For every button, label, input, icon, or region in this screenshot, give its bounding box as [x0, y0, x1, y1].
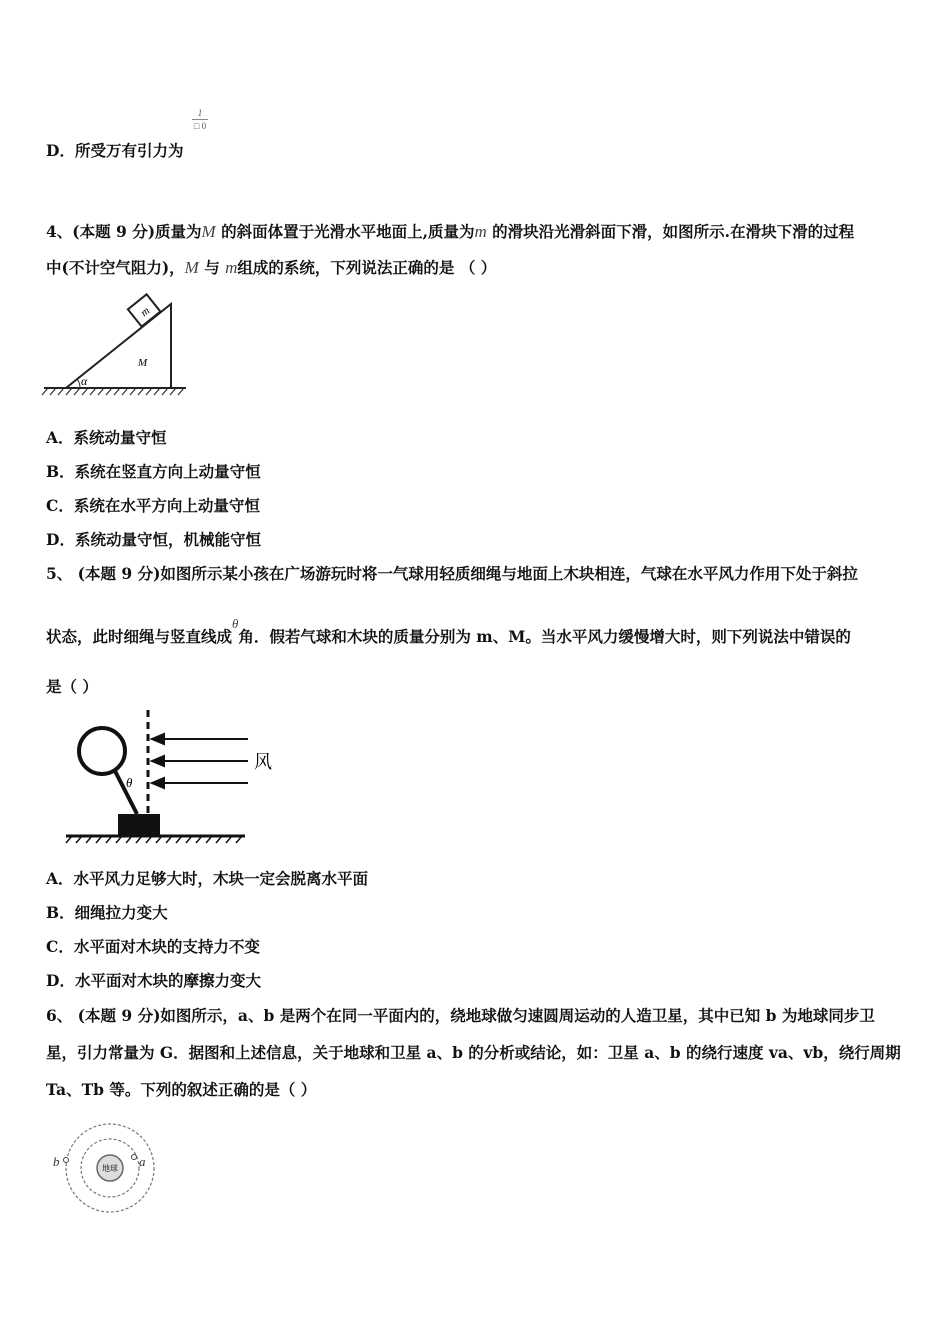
option-text: 水平风力足够大时，木块一定会脱离水平面	[73, 869, 369, 888]
q4-stem-text: 组成的系统，下列说法正确的是 （ ）	[237, 258, 497, 277]
q6-stem-line-2: 星，引力常量为 G．据图和上述信息，关于地球和卫星 a、b 的分析或结论，如：卫星 a、b 的绕行速度 va、vb，绕行周期	[46, 1043, 901, 1062]
option-label: D．	[46, 141, 75, 160]
q3-option-d	[46, 141, 183, 161]
wooden-block	[118, 814, 160, 836]
theta-label: θ	[126, 775, 133, 790]
q6-stem-line-1: 6、 (本题 9 分)如图所示，a、b 是两个在同一平面内的，绕地球做匀速圆周运动的人造卫星，其中已知 b 为地球同步卫	[46, 1006, 875, 1025]
q4-stem-text: 中(不计空气阻力)，	[46, 258, 185, 277]
option-text: 水平面对木块的支持力不变	[73, 937, 260, 956]
q5-stem-text: 角．假若气球和木块的质量分别为 m、M。当水平风力缓慢增大时，则下列说法中错误的	[238, 627, 851, 646]
wind-label: 风	[254, 752, 272, 772]
var-m: m	[474, 222, 487, 241]
q4-stem-text: 的斜面体置于光滑水平地面上,质量为	[215, 222, 475, 241]
angle-arc	[77, 379, 80, 388]
option-label: D．	[46, 530, 75, 549]
option-text: 细绳拉力变大	[74, 903, 168, 922]
q5-option-a	[46, 869, 368, 889]
balloon	[79, 728, 125, 774]
option-text: 系统动量守恒，机械能守恒	[74, 530, 261, 549]
q4-option-d	[46, 530, 261, 550]
q5-option-d	[46, 971, 261, 991]
satellite-figure	[50, 1120, 170, 1220]
block-label: m	[138, 304, 153, 320]
balloon-figure	[60, 702, 280, 852]
option-text: 所受万有引力为	[74, 141, 184, 160]
q5-stem-line-3: 是（ ）	[46, 677, 98, 696]
option-label: B．	[46, 462, 75, 481]
option-text: 水平面对木块的摩擦力变大	[74, 971, 261, 990]
q4-stem-text: 的滑块沿光滑斜面下滑，如图所示.在滑块下滑的过程	[486, 222, 855, 241]
option-label: D．	[46, 971, 75, 990]
option-label: A．	[46, 428, 74, 447]
option-label: C．	[46, 496, 74, 515]
earth-label: 地球	[102, 1164, 118, 1173]
satellite-a-label: a	[139, 1154, 146, 1169]
ground-hatch	[42, 388, 184, 395]
q6-stem-line-3: Ta、Tb 等。下列的叙述正确的是（ ）	[46, 1080, 317, 1099]
satellite-b	[64, 1158, 69, 1163]
q4-stem-line-2	[46, 258, 496, 278]
satellite-b-label: b	[53, 1154, 60, 1169]
option-label: A．	[46, 869, 74, 888]
wind-arrows	[152, 734, 248, 788]
var-M: M	[184, 258, 199, 277]
q5-stem-line-2	[46, 616, 851, 648]
q4-option-b	[46, 462, 261, 482]
q5-option-c	[46, 937, 260, 957]
formula-denominator: □ 0	[193, 121, 207, 131]
q4-stem-text: 与	[198, 258, 226, 277]
q5-stem-line-1: 5、 (本题 9 分)如图所示某小孩在广场游玩时将一气球用轻质细绳与地面上木块相连，气球在水平风力作用下处于斜拉	[46, 564, 858, 583]
angle-alpha-label: α	[81, 374, 88, 388]
var-M: M	[201, 222, 216, 241]
q4-stem-text: 4、(本题 9 分)质量为	[46, 222, 202, 241]
option-label: B．	[46, 903, 75, 922]
option-label: C．	[46, 937, 74, 956]
satellite-a	[132, 1155, 137, 1160]
option-text: 系统在竖直方向上动量守恒	[74, 462, 261, 481]
q5-stem-text: 状态，此时细绳与竖直线成	[46, 627, 233, 646]
q4-stem-line-1	[46, 222, 854, 242]
gravity-formula	[190, 108, 210, 131]
q4-option-c	[46, 496, 260, 516]
q5-option-b	[46, 903, 168, 923]
option-text: 系统在水平方向上动量守恒	[73, 496, 260, 515]
incline-figure	[40, 290, 190, 400]
formula-numerator: 1	[197, 108, 203, 118]
q4-option-a	[46, 428, 167, 448]
option-text: 系统动量守恒	[73, 428, 167, 447]
incline-label: M	[138, 357, 148, 369]
fraction-bar	[192, 119, 208, 120]
sliding-block	[128, 294, 160, 326]
var-theta: θ	[232, 616, 239, 631]
var-m: m	[225, 258, 238, 277]
